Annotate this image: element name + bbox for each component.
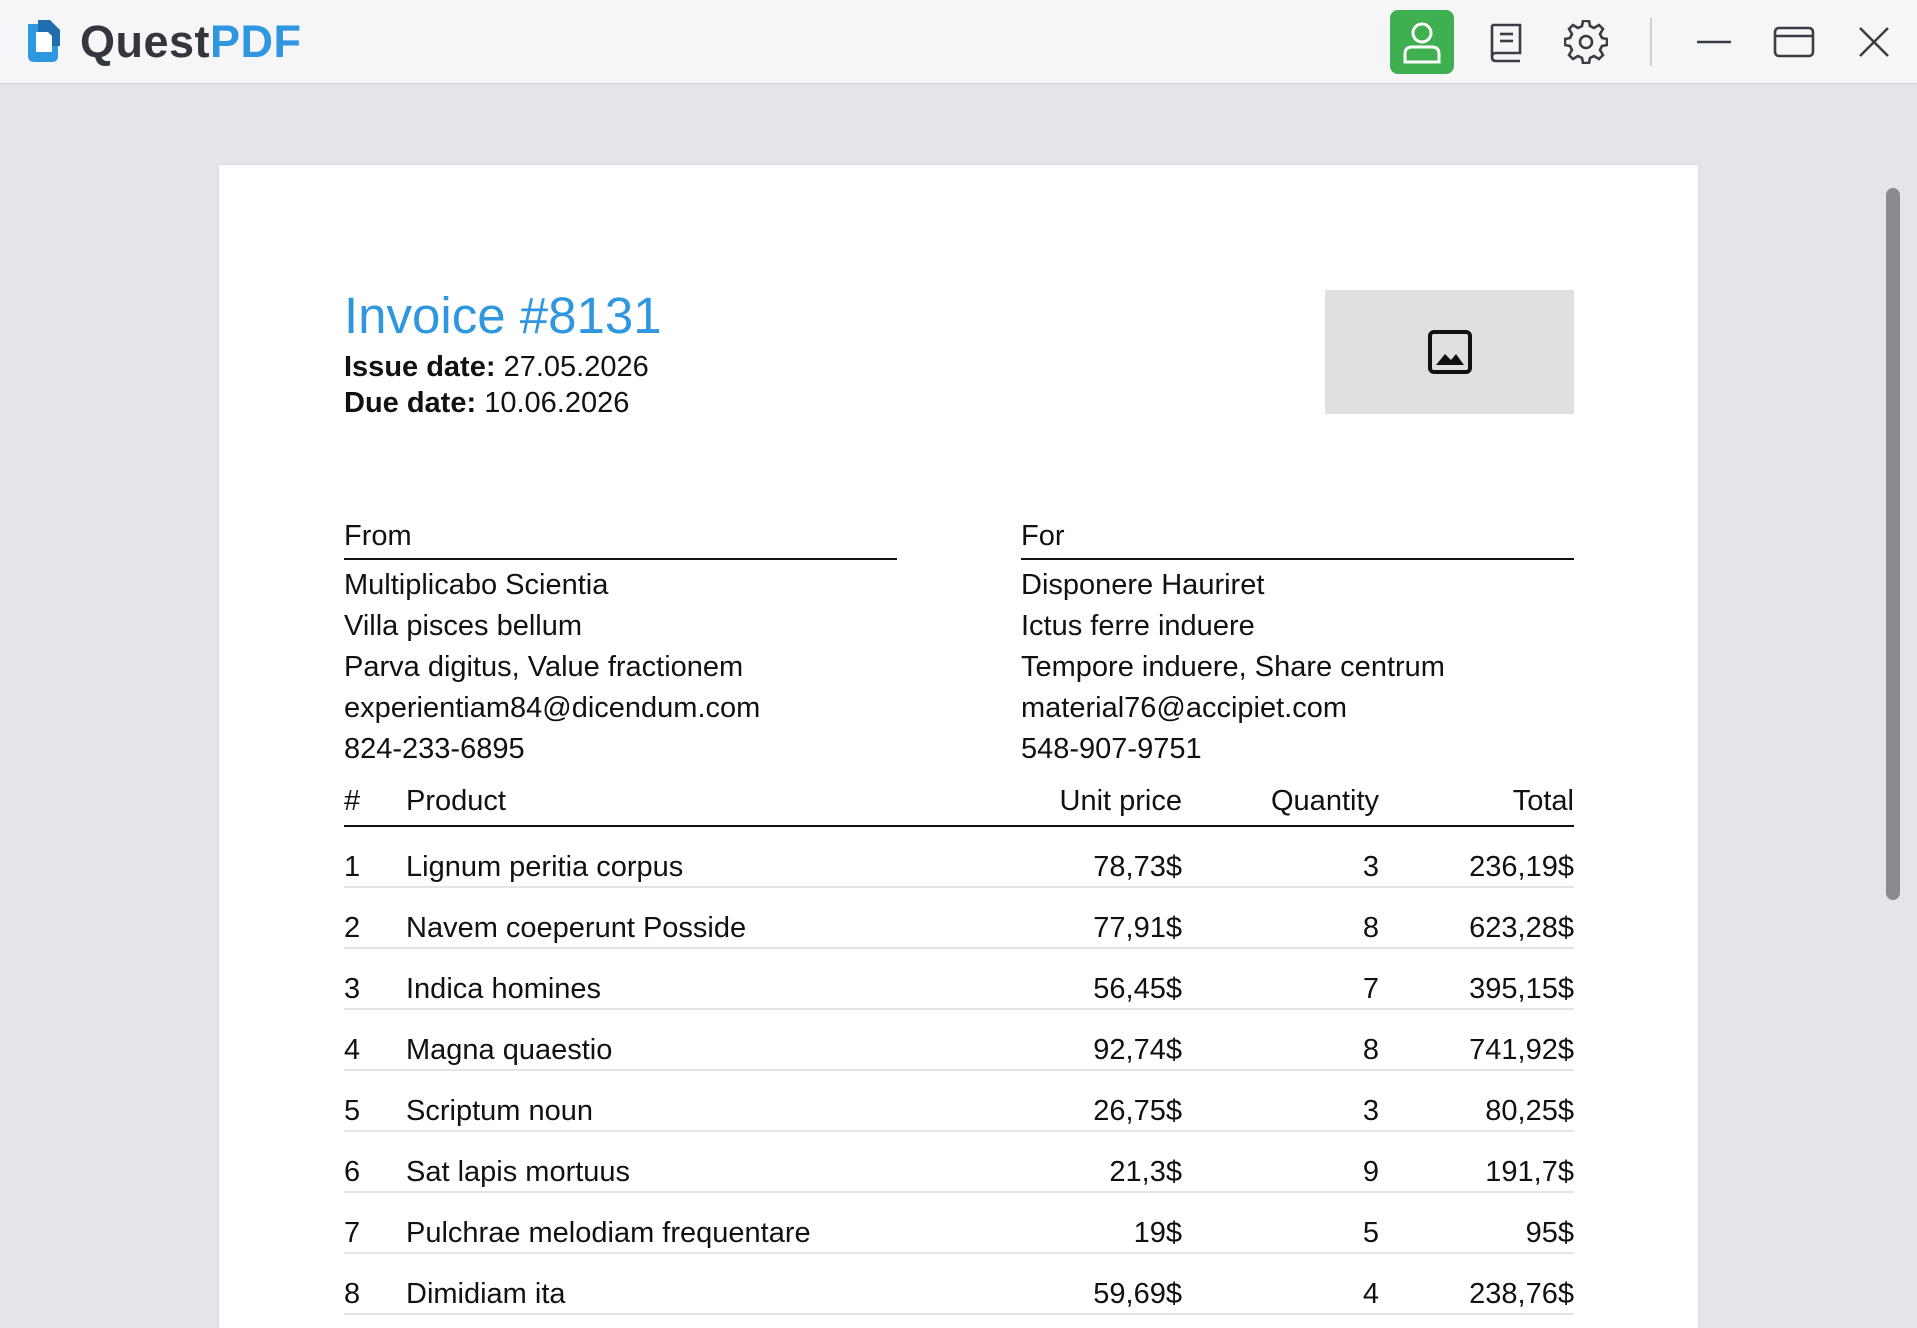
for-name: Disponere Hauriret xyxy=(1021,569,1265,601)
row-unit-price: 21,3$ xyxy=(1109,1156,1182,1188)
due-date-label: Due date: xyxy=(344,387,477,419)
settings-button[interactable] xyxy=(1554,10,1618,74)
row-total: 80,25$ xyxy=(1485,1095,1574,1127)
user-icon xyxy=(1402,20,1442,64)
table-row xyxy=(344,827,1574,888)
gear-icon xyxy=(1564,20,1608,64)
row-num: 6 xyxy=(344,1156,361,1188)
header-quantity: Quantity xyxy=(1271,785,1379,817)
row-unit-price: 77,91$ xyxy=(1093,912,1182,944)
row-num: 5 xyxy=(344,1095,361,1127)
table-row xyxy=(344,1193,1574,1254)
user-button[interactable] xyxy=(1390,10,1454,74)
table-row xyxy=(344,949,1574,1010)
row-unit-price: 92,74$ xyxy=(1093,1034,1182,1066)
logo-text-pdf: PDF xyxy=(210,16,302,67)
row-product: Sat lapis mortuus xyxy=(406,1156,631,1188)
from-heading: From xyxy=(344,520,897,560)
table-row xyxy=(344,888,1574,949)
row-unit-price: 19$ xyxy=(1133,1217,1182,1249)
close-icon xyxy=(1856,24,1892,60)
row-product: Indica homines xyxy=(406,973,602,1005)
row-quantity: 3 xyxy=(1362,1095,1379,1127)
book-icon xyxy=(1488,21,1524,63)
invoice-title: Invoice #8131 xyxy=(344,287,662,344)
questpdf-logo-icon xyxy=(24,18,68,66)
row-num: 8 xyxy=(344,1278,361,1310)
table-row xyxy=(344,1071,1574,1132)
row-total: 395,15$ xyxy=(1469,973,1574,1005)
row-product: Navem coeperunt Posside xyxy=(406,912,747,944)
row-product: Dimidiam ita xyxy=(406,1278,566,1310)
row-quantity: 3 xyxy=(1362,851,1379,883)
row-total: 191,7$ xyxy=(1485,1156,1574,1188)
row-num: 1 xyxy=(344,851,361,883)
from-address: Villa pisces bellum xyxy=(344,610,583,642)
for-section xyxy=(1021,520,1574,765)
row-product: Magna quaestio xyxy=(406,1034,613,1066)
row-total: 236,19$ xyxy=(1469,851,1574,883)
header-product: Product xyxy=(406,785,506,817)
document-page xyxy=(219,165,1698,1328)
logo-placeholder xyxy=(1325,290,1574,414)
for-address: Ictus ferre induere xyxy=(1021,610,1255,642)
document-viewport[interactable] xyxy=(0,85,1917,1328)
table-row xyxy=(344,1254,1574,1315)
from-name: Multiplicabo Scientia xyxy=(344,569,609,601)
table-header-row xyxy=(344,783,1574,827)
row-unit-price: 26,75$ xyxy=(1093,1095,1182,1127)
book-button[interactable] xyxy=(1474,10,1538,74)
maximize-button[interactable] xyxy=(1762,10,1826,74)
row-quantity: 5 xyxy=(1362,1217,1379,1249)
row-unit-price: 56,45$ xyxy=(1093,973,1182,1005)
app-logo xyxy=(24,16,302,68)
row-quantity: 8 xyxy=(1362,912,1379,944)
table-row xyxy=(344,1010,1574,1071)
row-product: Scriptum noun xyxy=(406,1095,593,1127)
row-num: 7 xyxy=(344,1217,361,1249)
row-quantity: 4 xyxy=(1362,1278,1379,1310)
row-total: 741,92$ xyxy=(1469,1034,1574,1066)
vertical-scrollbar[interactable] xyxy=(1886,188,1900,900)
title-bar xyxy=(0,0,1917,84)
due-date-value: 10.06.2026 xyxy=(484,387,630,419)
from-email: experientiam84@dicendum.com xyxy=(344,692,761,724)
header-unit-price: Unit price xyxy=(1059,785,1182,817)
minimize-button[interactable] xyxy=(1682,10,1746,74)
row-num: 4 xyxy=(344,1034,361,1066)
header-num: # xyxy=(344,785,361,817)
row-product: Pulchrae melodiam frequentare xyxy=(406,1217,811,1249)
from-city: Parva digitus, Value fractionem xyxy=(344,651,744,683)
table-row xyxy=(344,1132,1574,1193)
maximize-icon xyxy=(1773,25,1815,59)
row-total: 623,28$ xyxy=(1469,912,1574,944)
row-quantity: 8 xyxy=(1362,1034,1379,1066)
from-section xyxy=(344,520,897,765)
row-unit-price: 59,69$ xyxy=(1093,1278,1182,1310)
toolbar-separator xyxy=(1650,18,1652,66)
row-product: Lignum peritia corpus xyxy=(406,851,684,883)
row-quantity: 9 xyxy=(1362,1156,1379,1188)
image-icon xyxy=(1427,329,1473,375)
issue-date-label: Issue date: xyxy=(344,351,496,383)
row-unit-price: 78,73$ xyxy=(1093,851,1182,883)
for-heading: For xyxy=(1021,520,1574,560)
for-email: material76@accipiet.com xyxy=(1021,692,1348,724)
row-total: 238,76$ xyxy=(1469,1278,1574,1310)
due-date xyxy=(344,387,629,420)
issue-date xyxy=(344,351,649,384)
for-phone: 548-907-9751 xyxy=(1021,733,1202,765)
row-num: 3 xyxy=(344,973,361,1005)
issue-date-value: 27.05.2026 xyxy=(503,351,649,383)
logo-text-quest: Quest xyxy=(80,16,211,67)
from-phone: 824-233-6895 xyxy=(344,733,525,765)
products-table xyxy=(344,783,1574,1315)
minimize-icon xyxy=(1694,22,1734,62)
row-total: 95$ xyxy=(1525,1217,1574,1249)
row-quantity: 7 xyxy=(1362,973,1379,1005)
close-button[interactable] xyxy=(1842,10,1906,74)
row-num: 2 xyxy=(344,912,361,944)
header-total: Total xyxy=(1512,785,1574,817)
for-city: Tempore induere, Share centrum xyxy=(1021,651,1445,683)
